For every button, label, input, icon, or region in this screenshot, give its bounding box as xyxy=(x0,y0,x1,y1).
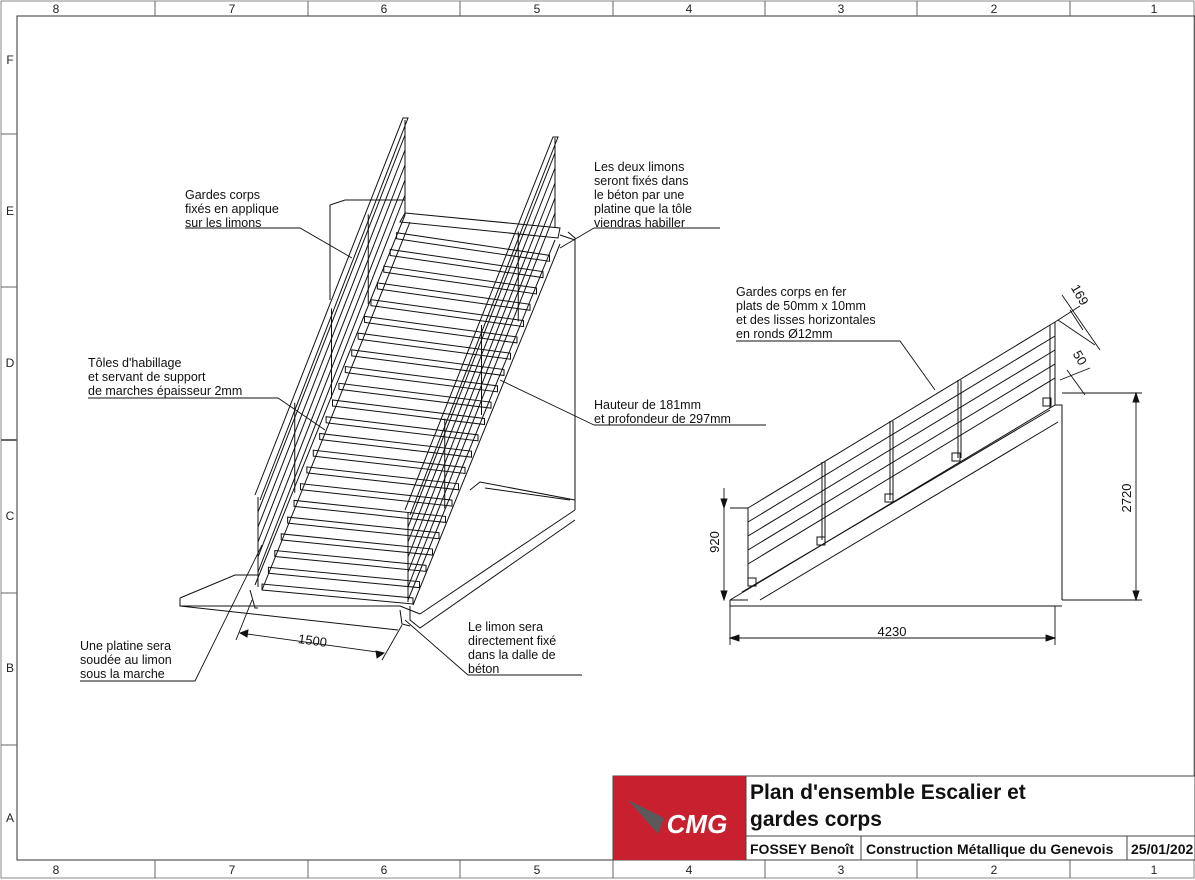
zone-col-label: 6 xyxy=(380,2,388,16)
zone-col-label: 3 xyxy=(837,2,845,16)
zone-col-label: 6 xyxy=(380,863,388,877)
zone-col-label: 8 xyxy=(52,2,60,16)
annotation-gardes-corps-limons: Gardes corps fixés en applique sur les limons xyxy=(185,188,279,230)
drawing-title-line1: Plan d'ensemble Escalier et xyxy=(750,781,1026,804)
annotation-limons-fixes: Les deux limons seront fixés dans le béton par une platine que la tôle viendras habiller xyxy=(594,160,692,230)
zone-col-label: 8 xyxy=(52,863,60,877)
dimension-4230-label: 4230 xyxy=(877,624,907,639)
annotation-hauteur: Hauteur de 181mm et profondeur de 297mm xyxy=(594,398,731,426)
stair-tread xyxy=(390,249,543,277)
zone-col-label: 7 xyxy=(228,2,236,16)
zone-row-label: B xyxy=(5,661,15,675)
zone-row-label: F xyxy=(6,53,14,67)
zone-col-label: 5 xyxy=(533,863,541,877)
side-elevation-view xyxy=(730,322,1062,606)
dimension-169-label: 169 xyxy=(1067,281,1092,308)
elevation-dimensions xyxy=(721,295,1142,645)
logo-text: CMG xyxy=(666,809,728,839)
zone-col-label: 4 xyxy=(685,2,693,16)
stair-tread xyxy=(262,584,413,604)
railing-lisse xyxy=(408,198,555,572)
outer-frame xyxy=(1,1,1194,878)
railing-lisse xyxy=(408,183,555,557)
zone-row-label: E xyxy=(5,204,15,218)
author-name: FOSSEY Benoît xyxy=(750,841,854,857)
annotation-gardes-corps-fer: Gardes corps en fer plats de 50mm x 10mm et des lisses horizontales en ronds Ø12mm xyxy=(736,285,876,341)
zone-col-label: 3 xyxy=(837,863,845,877)
annotation-toles-habillage: Tôles d'habillage et servant de support de marches épaisseur 2mm xyxy=(88,356,243,398)
dimension-1500-label: 1500 xyxy=(297,631,328,650)
annotation-platine-soudee: Une platine sera soudée au limon sous la marche xyxy=(80,639,172,681)
stair-tread xyxy=(275,551,426,572)
annotation-limon-dalle: Le limon sera directement fixé dans la dalle de béton xyxy=(468,620,557,676)
dimension-50-label: 50 xyxy=(1069,347,1091,368)
zone-ticks xyxy=(1,1,1070,878)
zone-col-label: 1 xyxy=(1150,863,1158,877)
dimension-1500 xyxy=(236,600,402,660)
zone-col-label: 5 xyxy=(533,2,541,16)
dimension-920-label: 920 xyxy=(707,531,722,553)
zone-col-label: 2 xyxy=(990,863,998,877)
zone-col-label: 1 xyxy=(1150,2,1158,16)
drawing-date: 25/01/202 xyxy=(1131,841,1194,857)
stair-tread xyxy=(268,567,419,587)
zone-col-label: 7 xyxy=(228,863,236,877)
stair-treads xyxy=(262,233,550,604)
inner-frame xyxy=(17,16,1195,860)
railing-lisse xyxy=(408,153,555,527)
zone-row-label: A xyxy=(5,811,15,825)
zone-row-label: C xyxy=(5,509,15,523)
zone-col-label: 2 xyxy=(990,2,998,16)
drawing-title-line2: gardes corps xyxy=(750,808,882,831)
zone-row-label: D xyxy=(5,356,15,370)
leader-lines xyxy=(80,228,766,681)
railing-lisse xyxy=(258,135,405,512)
zone-col-label: 4 xyxy=(685,863,693,877)
railing-lisse xyxy=(258,180,405,557)
dimension-2720-label: 2720 xyxy=(1119,483,1134,513)
right-railing-posts xyxy=(408,138,555,602)
company-name: Construction Métallique du Genevois xyxy=(866,841,1114,857)
stair-tread xyxy=(397,233,550,262)
stair-tread xyxy=(384,266,537,294)
railing-lisse xyxy=(408,168,555,542)
